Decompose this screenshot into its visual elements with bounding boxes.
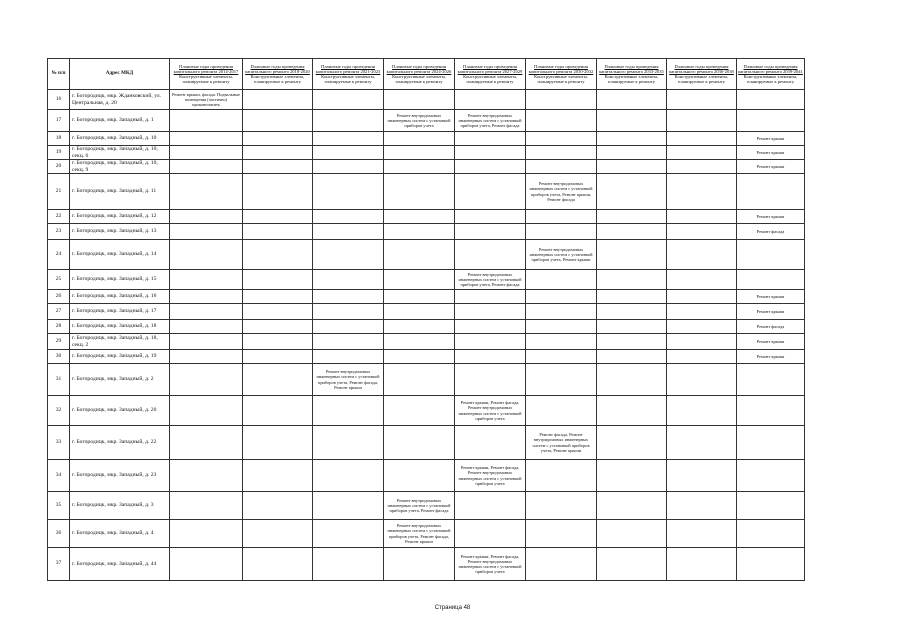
row-address: г. Богородицк, мкр. Западный, д. 10, секц. 6 bbox=[70, 146, 170, 160]
row-number: 28 bbox=[48, 320, 70, 334]
row-address: г. Богородицк, мкр. Западный, д. 4 bbox=[70, 520, 170, 548]
repair-cell bbox=[170, 320, 243, 334]
repair-cell bbox=[170, 146, 243, 160]
row-number: 32 bbox=[48, 396, 70, 426]
table-row bbox=[48, 240, 805, 270]
period-subtitle: Конструктивные элементы, планируемые к ремонту bbox=[179, 74, 233, 85]
table-row bbox=[48, 90, 805, 110]
repair-cell bbox=[597, 492, 667, 520]
repair-cell bbox=[384, 224, 455, 240]
header-address: Адрес МКД bbox=[70, 59, 170, 90]
table-row bbox=[48, 290, 805, 304]
table-row bbox=[48, 320, 805, 334]
repair-cell: Ремонт крыши bbox=[737, 350, 805, 364]
repair-cell bbox=[170, 270, 243, 290]
period-title: Плановые годы проведения капитального ремонта 2021-2023 bbox=[315, 63, 381, 74]
repair-cell bbox=[384, 146, 455, 160]
repair-cell bbox=[384, 396, 455, 426]
repair-cell bbox=[170, 520, 243, 548]
period-title: Плановые годы проведения капитального ремонта 2014-2017 bbox=[173, 63, 239, 74]
row-address: г. Богородицк, мкр. Западный, д. 1 bbox=[70, 110, 170, 132]
row-address: г. Богородицк, мкр. Западный, д. 13 bbox=[70, 224, 170, 240]
repair-cell bbox=[243, 160, 313, 174]
row-address: г. Богородицк, мкр. Западный, д. 19 bbox=[70, 350, 170, 364]
repair-cell: Ремонт крыши, Ремонт фасада, Ремонт внутридомовых инженерных систем с установкой приборов учета bbox=[455, 396, 526, 426]
row-address: г. Богородицк, мкр. Западный, д. 16 bbox=[70, 290, 170, 304]
repair-cell bbox=[313, 160, 384, 174]
repair-cell: Ремонт крыши, Ремонт фасада, Ремонт внутридомовых инженерных систем с установкой приборов учета bbox=[455, 548, 526, 581]
repair-cell: Ремонт крыши bbox=[737, 210, 805, 224]
repair-cell bbox=[313, 396, 384, 426]
repair-cell bbox=[313, 460, 384, 492]
repair-cell bbox=[384, 334, 455, 350]
table-row bbox=[48, 174, 805, 210]
repair-cell: Ремонт фасада bbox=[737, 224, 805, 240]
repair-cell bbox=[170, 334, 243, 350]
repair-cell bbox=[384, 132, 455, 146]
row-number: 35 bbox=[48, 492, 70, 520]
repair-cell bbox=[526, 146, 597, 160]
repair-cell bbox=[526, 210, 597, 224]
period-subtitle: Конструктивные элементы, планируемые к ремонту bbox=[604, 74, 659, 85]
header-period bbox=[667, 59, 737, 90]
repair-cell bbox=[170, 224, 243, 240]
repair-cell bbox=[667, 240, 737, 270]
repair-cell bbox=[737, 110, 805, 132]
repair-cell bbox=[526, 334, 597, 350]
repair-cell bbox=[243, 132, 313, 146]
repair-cell bbox=[243, 426, 313, 460]
repair-cell: Ремонт внутридомовых инженерных систем с установкой приборов учета, Ремонт фасада bbox=[384, 492, 455, 520]
period-subtitle: Конструктивные элементы, планируемые к ремонту bbox=[674, 74, 729, 85]
header-period bbox=[737, 59, 805, 90]
repair-cell bbox=[526, 520, 597, 548]
period-title: Плановые годы проведения капитального ремонта 2033-2035 bbox=[599, 63, 664, 74]
repair-cell bbox=[667, 492, 737, 520]
repair-cell bbox=[597, 90, 667, 110]
repair-cell bbox=[243, 520, 313, 548]
table-body bbox=[48, 90, 805, 581]
table-row bbox=[48, 350, 805, 364]
repair-cell: Ремонт крыши bbox=[737, 160, 805, 174]
repair-cell bbox=[384, 460, 455, 492]
repair-cell: Ремонт внутридомовых инженерных систем с установкой приборов учета bbox=[384, 110, 455, 132]
repair-cell bbox=[243, 90, 313, 110]
repair-cell: Ремонт крыши bbox=[737, 290, 805, 304]
repair-cell: Ремонт внутридомовых инженерных систем с установкой приборов учета, Ремонт фасада bbox=[455, 110, 526, 132]
period-subtitle: Конструктивные элементы, планируемые к ремонту bbox=[321, 74, 375, 85]
repair-cell bbox=[597, 334, 667, 350]
repair-cell bbox=[737, 270, 805, 290]
repair-cell bbox=[526, 160, 597, 174]
row-number: 27 bbox=[48, 304, 70, 320]
header-period bbox=[313, 59, 384, 90]
table-row bbox=[48, 520, 805, 548]
repair-cell: Ремонт крыши bbox=[737, 132, 805, 146]
repair-cell bbox=[243, 320, 313, 334]
repair-cell bbox=[597, 160, 667, 174]
repair-cell bbox=[526, 270, 597, 290]
repair-plan-table bbox=[47, 58, 805, 581]
repair-cell bbox=[667, 320, 737, 334]
repair-cell bbox=[170, 364, 243, 396]
repair-cell bbox=[243, 304, 313, 320]
repair-cell bbox=[667, 548, 737, 581]
repair-cell: Ремонт крыши, Ремонт фасада, Ремонт внутридомовых инженерных систем с установкой приборов учета bbox=[455, 460, 526, 492]
repair-cell bbox=[243, 350, 313, 364]
repair-cell bbox=[455, 174, 526, 210]
repair-cell bbox=[384, 210, 455, 224]
repair-cell bbox=[313, 132, 384, 146]
period-subtitle: Конструктивные элементы, планируемые к ремонту bbox=[534, 74, 588, 85]
repair-cell bbox=[384, 290, 455, 304]
repair-cell bbox=[597, 224, 667, 240]
repair-cell bbox=[384, 174, 455, 210]
repair-cell bbox=[243, 290, 313, 304]
repair-cell bbox=[526, 492, 597, 520]
repair-cell bbox=[313, 240, 384, 270]
repair-cell bbox=[597, 320, 667, 334]
repair-cell bbox=[243, 548, 313, 581]
repair-cell bbox=[455, 334, 526, 350]
table-row bbox=[48, 548, 805, 581]
table-row bbox=[48, 160, 805, 174]
table-row bbox=[48, 110, 805, 132]
repair-cell bbox=[737, 492, 805, 520]
table-row bbox=[48, 492, 805, 520]
repair-cell bbox=[597, 350, 667, 364]
table-row bbox=[48, 396, 805, 426]
repair-cell bbox=[667, 334, 737, 350]
table-row bbox=[48, 460, 805, 492]
repair-cell bbox=[526, 290, 597, 304]
table-row bbox=[48, 364, 805, 396]
row-address: г. Богородицк, мкр. Жданковский, ул. Центральная, д. 20 bbox=[70, 90, 170, 110]
row-number: 34 bbox=[48, 460, 70, 492]
row-address: г. Богородицк, мкр. Западный, д. 20 bbox=[70, 396, 170, 426]
row-number: 33 bbox=[48, 426, 70, 460]
repair-cell bbox=[170, 492, 243, 520]
row-address: г. Богородицк, мкр. Западный, д. 12 bbox=[70, 210, 170, 224]
table-row bbox=[48, 334, 805, 350]
row-number: 22 bbox=[48, 210, 70, 224]
repair-cell bbox=[526, 132, 597, 146]
repair-cell bbox=[667, 174, 737, 210]
row-number: 36 bbox=[48, 520, 70, 548]
repair-cell bbox=[455, 160, 526, 174]
repair-cell bbox=[313, 426, 384, 460]
repair-cell bbox=[313, 492, 384, 520]
repair-cell bbox=[313, 320, 384, 334]
repair-cell bbox=[384, 90, 455, 110]
repair-cell: Ремонт крыши bbox=[737, 334, 805, 350]
repair-cell bbox=[455, 146, 526, 160]
row-number: 30 bbox=[48, 350, 70, 364]
repair-cell bbox=[313, 350, 384, 364]
repair-cell bbox=[243, 270, 313, 290]
repair-cell bbox=[526, 320, 597, 334]
header-period bbox=[384, 59, 455, 90]
repair-cell bbox=[526, 396, 597, 426]
row-number: 29 bbox=[48, 334, 70, 350]
repair-cell bbox=[170, 290, 243, 304]
repair-cell bbox=[170, 160, 243, 174]
repair-cell bbox=[737, 240, 805, 270]
repair-cell bbox=[597, 240, 667, 270]
repair-cell bbox=[667, 290, 737, 304]
period-title: Плановые годы проведения капитального ремонта 2036-2038 bbox=[669, 63, 734, 74]
repair-cell bbox=[455, 364, 526, 396]
table-row bbox=[48, 224, 805, 240]
period-subtitle: Конструктивные элементы, планируемые к ремонту bbox=[250, 74, 305, 85]
repair-cell bbox=[313, 334, 384, 350]
repair-cell bbox=[737, 426, 805, 460]
repair-cell bbox=[313, 210, 384, 224]
period-subtitle: Конструктивные элементы, планируемые к ремонту bbox=[392, 74, 446, 85]
row-number: 19 bbox=[48, 146, 70, 160]
repair-cell bbox=[313, 290, 384, 304]
period-subtitle: Конструктивные элементы, планируемые к ремонту bbox=[463, 74, 517, 85]
repair-cell bbox=[737, 520, 805, 548]
repair-cell bbox=[667, 304, 737, 320]
repair-cell bbox=[597, 110, 667, 132]
repair-cell: Ремонт внутридомовых инженерных систем с установкой приборов учета, Ремонт фасада, Ремонт крыши bbox=[313, 364, 384, 396]
repair-cell bbox=[243, 460, 313, 492]
repair-cell bbox=[243, 224, 313, 240]
row-number: 16 bbox=[48, 90, 70, 110]
repair-cell bbox=[243, 492, 313, 520]
row-number: 23 bbox=[48, 224, 70, 240]
repair-cell: Ремонт внутридомовых инженерных систем с установкой приборов учета, Ремонт фасада bbox=[455, 270, 526, 290]
repair-cell bbox=[455, 240, 526, 270]
repair-cell bbox=[667, 520, 737, 548]
header-period bbox=[170, 59, 243, 90]
repair-cell bbox=[170, 304, 243, 320]
repair-cell bbox=[737, 460, 805, 492]
repair-cell bbox=[667, 210, 737, 224]
repair-cell bbox=[597, 210, 667, 224]
table-row bbox=[48, 210, 805, 224]
repair-cell bbox=[526, 304, 597, 320]
header-period bbox=[455, 59, 526, 90]
repair-cell bbox=[737, 396, 805, 426]
table-row bbox=[48, 426, 805, 460]
repair-cell bbox=[667, 146, 737, 160]
repair-cell bbox=[313, 304, 384, 320]
period-title: Плановые годы проведения капитального ремонта 2039-2041 bbox=[738, 63, 803, 74]
header-period bbox=[526, 59, 597, 90]
repair-cell bbox=[597, 426, 667, 460]
repair-cell bbox=[243, 334, 313, 350]
repair-cell bbox=[313, 90, 384, 110]
repair-cell bbox=[243, 210, 313, 224]
row-address: г. Богородицк, мкр. Западный, д. 2 bbox=[70, 364, 170, 396]
repair-cell bbox=[526, 350, 597, 364]
repair-cell bbox=[737, 174, 805, 210]
repair-cell bbox=[737, 364, 805, 396]
row-number: 26 bbox=[48, 290, 70, 304]
repair-cell bbox=[526, 364, 597, 396]
table-row bbox=[48, 270, 805, 290]
repair-cell bbox=[455, 350, 526, 364]
row-address: г. Богородицк, мкр. Западный, д. 17 bbox=[70, 304, 170, 320]
repair-cell bbox=[384, 426, 455, 460]
page-number: Страница 48 bbox=[434, 605, 471, 611]
repair-cell: Ремонт фасада, Ремонт внутридомовых инженерных систем с установкой приборов учета, Ремонт крыши bbox=[526, 426, 597, 460]
row-number: 25 bbox=[48, 270, 70, 290]
repair-cell bbox=[243, 174, 313, 210]
row-address: г. Богородицк, мкр. Западный, д. 11 bbox=[70, 174, 170, 210]
repair-cell bbox=[667, 350, 737, 364]
row-address: г. Богородицк, мкр. Западный, д. 15 bbox=[70, 270, 170, 290]
repair-cell bbox=[384, 320, 455, 334]
repair-cell: Ремонт внутридомовых инженерных систем с установкой приборов учета, Ремонт фасада, Ремонт крыши bbox=[384, 520, 455, 548]
repair-cell bbox=[384, 270, 455, 290]
repair-cell bbox=[170, 426, 243, 460]
repair-cell bbox=[597, 364, 667, 396]
repair-cell bbox=[243, 146, 313, 160]
period-title: Плановые годы проведения капитального ремонта 2030-2032 bbox=[528, 63, 594, 74]
repair-cell bbox=[313, 224, 384, 240]
table-row bbox=[48, 132, 805, 146]
repair-cell: Ремонт крыши bbox=[737, 146, 805, 160]
repair-cell bbox=[455, 90, 526, 110]
repair-cell bbox=[170, 396, 243, 426]
repair-cell bbox=[455, 290, 526, 304]
period-subtitle: Конструктивные элементы, планируемые к ремонту bbox=[743, 74, 798, 85]
repair-cell bbox=[667, 460, 737, 492]
repair-cell: Ремонт крыши bbox=[737, 304, 805, 320]
repair-cell bbox=[455, 320, 526, 334]
repair-cell bbox=[667, 396, 737, 426]
repair-cell bbox=[455, 224, 526, 240]
repair-cell bbox=[243, 110, 313, 132]
repair-cell bbox=[313, 270, 384, 290]
repair-cell bbox=[313, 146, 384, 160]
row-number: 20 bbox=[48, 160, 70, 174]
repair-cell bbox=[313, 174, 384, 210]
row-address: г. Богородицк, мкр. Западный, д. 14 bbox=[70, 240, 170, 270]
header-period bbox=[597, 59, 667, 90]
repair-cell bbox=[597, 174, 667, 210]
row-address: г. Богородицк, мкр. Западный, д. 10 bbox=[70, 132, 170, 146]
repair-cell: Ремонт внутридомовых инженерных систем с установкой приборов учета, Ремонт крыши, Ремонт фасада bbox=[526, 174, 597, 210]
repair-cell bbox=[455, 520, 526, 548]
repair-cell: Ремонт фасада bbox=[737, 320, 805, 334]
repair-cell bbox=[455, 426, 526, 460]
repair-cell bbox=[597, 146, 667, 160]
repair-cell bbox=[597, 132, 667, 146]
row-address: г. Богородицк, мкр. Западный, д. 18, секц. 2 bbox=[70, 334, 170, 350]
repair-cell bbox=[170, 210, 243, 224]
repair-cell bbox=[597, 270, 667, 290]
row-address: г. Богородицк, мкр. Западный, д. 3 bbox=[70, 492, 170, 520]
repair-cell bbox=[597, 520, 667, 548]
repair-cell bbox=[597, 396, 667, 426]
repair-cell bbox=[667, 110, 737, 132]
row-address: г. Богородицк, мкр. Западный, д. 18 bbox=[70, 320, 170, 334]
repair-cell bbox=[384, 364, 455, 396]
repair-cell bbox=[243, 396, 313, 426]
repair-cell bbox=[667, 160, 737, 174]
period-title: Плановые годы проведения капитального ремонта 2024-2026 bbox=[386, 63, 452, 74]
table-row bbox=[48, 304, 805, 320]
repair-cell bbox=[455, 304, 526, 320]
repair-cell bbox=[597, 460, 667, 492]
table-header bbox=[48, 59, 805, 90]
repair-cell bbox=[455, 210, 526, 224]
repair-cell bbox=[597, 290, 667, 304]
repair-cell bbox=[526, 460, 597, 492]
repair-cell: Ремонт внутридомовых инженерных систем с установкой приборов учета, Ремонт крыши bbox=[526, 240, 597, 270]
repair-cell bbox=[526, 224, 597, 240]
repair-cell bbox=[243, 364, 313, 396]
header-row bbox=[48, 59, 805, 90]
row-number: 37 bbox=[48, 548, 70, 581]
repair-cell bbox=[667, 90, 737, 110]
repair-cell bbox=[384, 304, 455, 320]
header-number: № п/п bbox=[48, 59, 70, 90]
repair-cell bbox=[597, 548, 667, 581]
repair-cell bbox=[170, 240, 243, 270]
row-number: 17 bbox=[48, 110, 70, 132]
row-address: г. Богородицк, мкр. Западный, д. 22 bbox=[70, 426, 170, 460]
repair-cell: Ремонт крыши, фасада. Подвальные помещения (частично) проконопатить bbox=[170, 90, 243, 110]
repair-cell bbox=[313, 110, 384, 132]
row-number: 18 bbox=[48, 132, 70, 146]
repair-cell bbox=[170, 174, 243, 210]
repair-cell bbox=[455, 132, 526, 146]
period-title: Плановые годы проведения капитального ремонта 2018-2020 bbox=[245, 63, 310, 74]
row-address: г. Богородицк, мкр. Западный, д. 23 bbox=[70, 460, 170, 492]
repair-cell bbox=[667, 270, 737, 290]
repair-cell bbox=[526, 90, 597, 110]
repair-cell bbox=[243, 240, 313, 270]
header-period bbox=[243, 59, 313, 90]
row-number: 31 bbox=[48, 364, 70, 396]
repair-cell bbox=[667, 132, 737, 146]
repair-cell bbox=[384, 350, 455, 364]
row-address: г. Богородицк, мкр. Западный, д. 44 bbox=[70, 548, 170, 581]
repair-cell bbox=[526, 548, 597, 581]
repair-cell bbox=[455, 492, 526, 520]
repair-cell bbox=[170, 132, 243, 146]
repair-cell bbox=[667, 426, 737, 460]
repair-cell bbox=[384, 240, 455, 270]
repair-cell bbox=[170, 548, 243, 581]
period-title: Плановые годы проведения капитального ремонта 2027-2029 bbox=[457, 63, 523, 74]
repair-cell bbox=[170, 350, 243, 364]
repair-cell bbox=[597, 304, 667, 320]
repair-cell bbox=[737, 90, 805, 110]
repair-cell bbox=[667, 364, 737, 396]
repair-cell bbox=[526, 110, 597, 132]
table-row bbox=[48, 146, 805, 160]
repair-cell bbox=[313, 548, 384, 581]
row-number: 21 bbox=[48, 174, 70, 210]
repair-cell bbox=[667, 224, 737, 240]
row-number: 24 bbox=[48, 240, 70, 270]
repair-cell bbox=[170, 110, 243, 132]
repair-cell bbox=[384, 548, 455, 581]
repair-cell bbox=[313, 520, 384, 548]
repair-cell bbox=[170, 460, 243, 492]
repair-cell bbox=[384, 160, 455, 174]
row-address: г. Богородицк, мкр. Западный, д. 10, секц. 9 bbox=[70, 160, 170, 174]
repair-cell bbox=[737, 548, 805, 581]
